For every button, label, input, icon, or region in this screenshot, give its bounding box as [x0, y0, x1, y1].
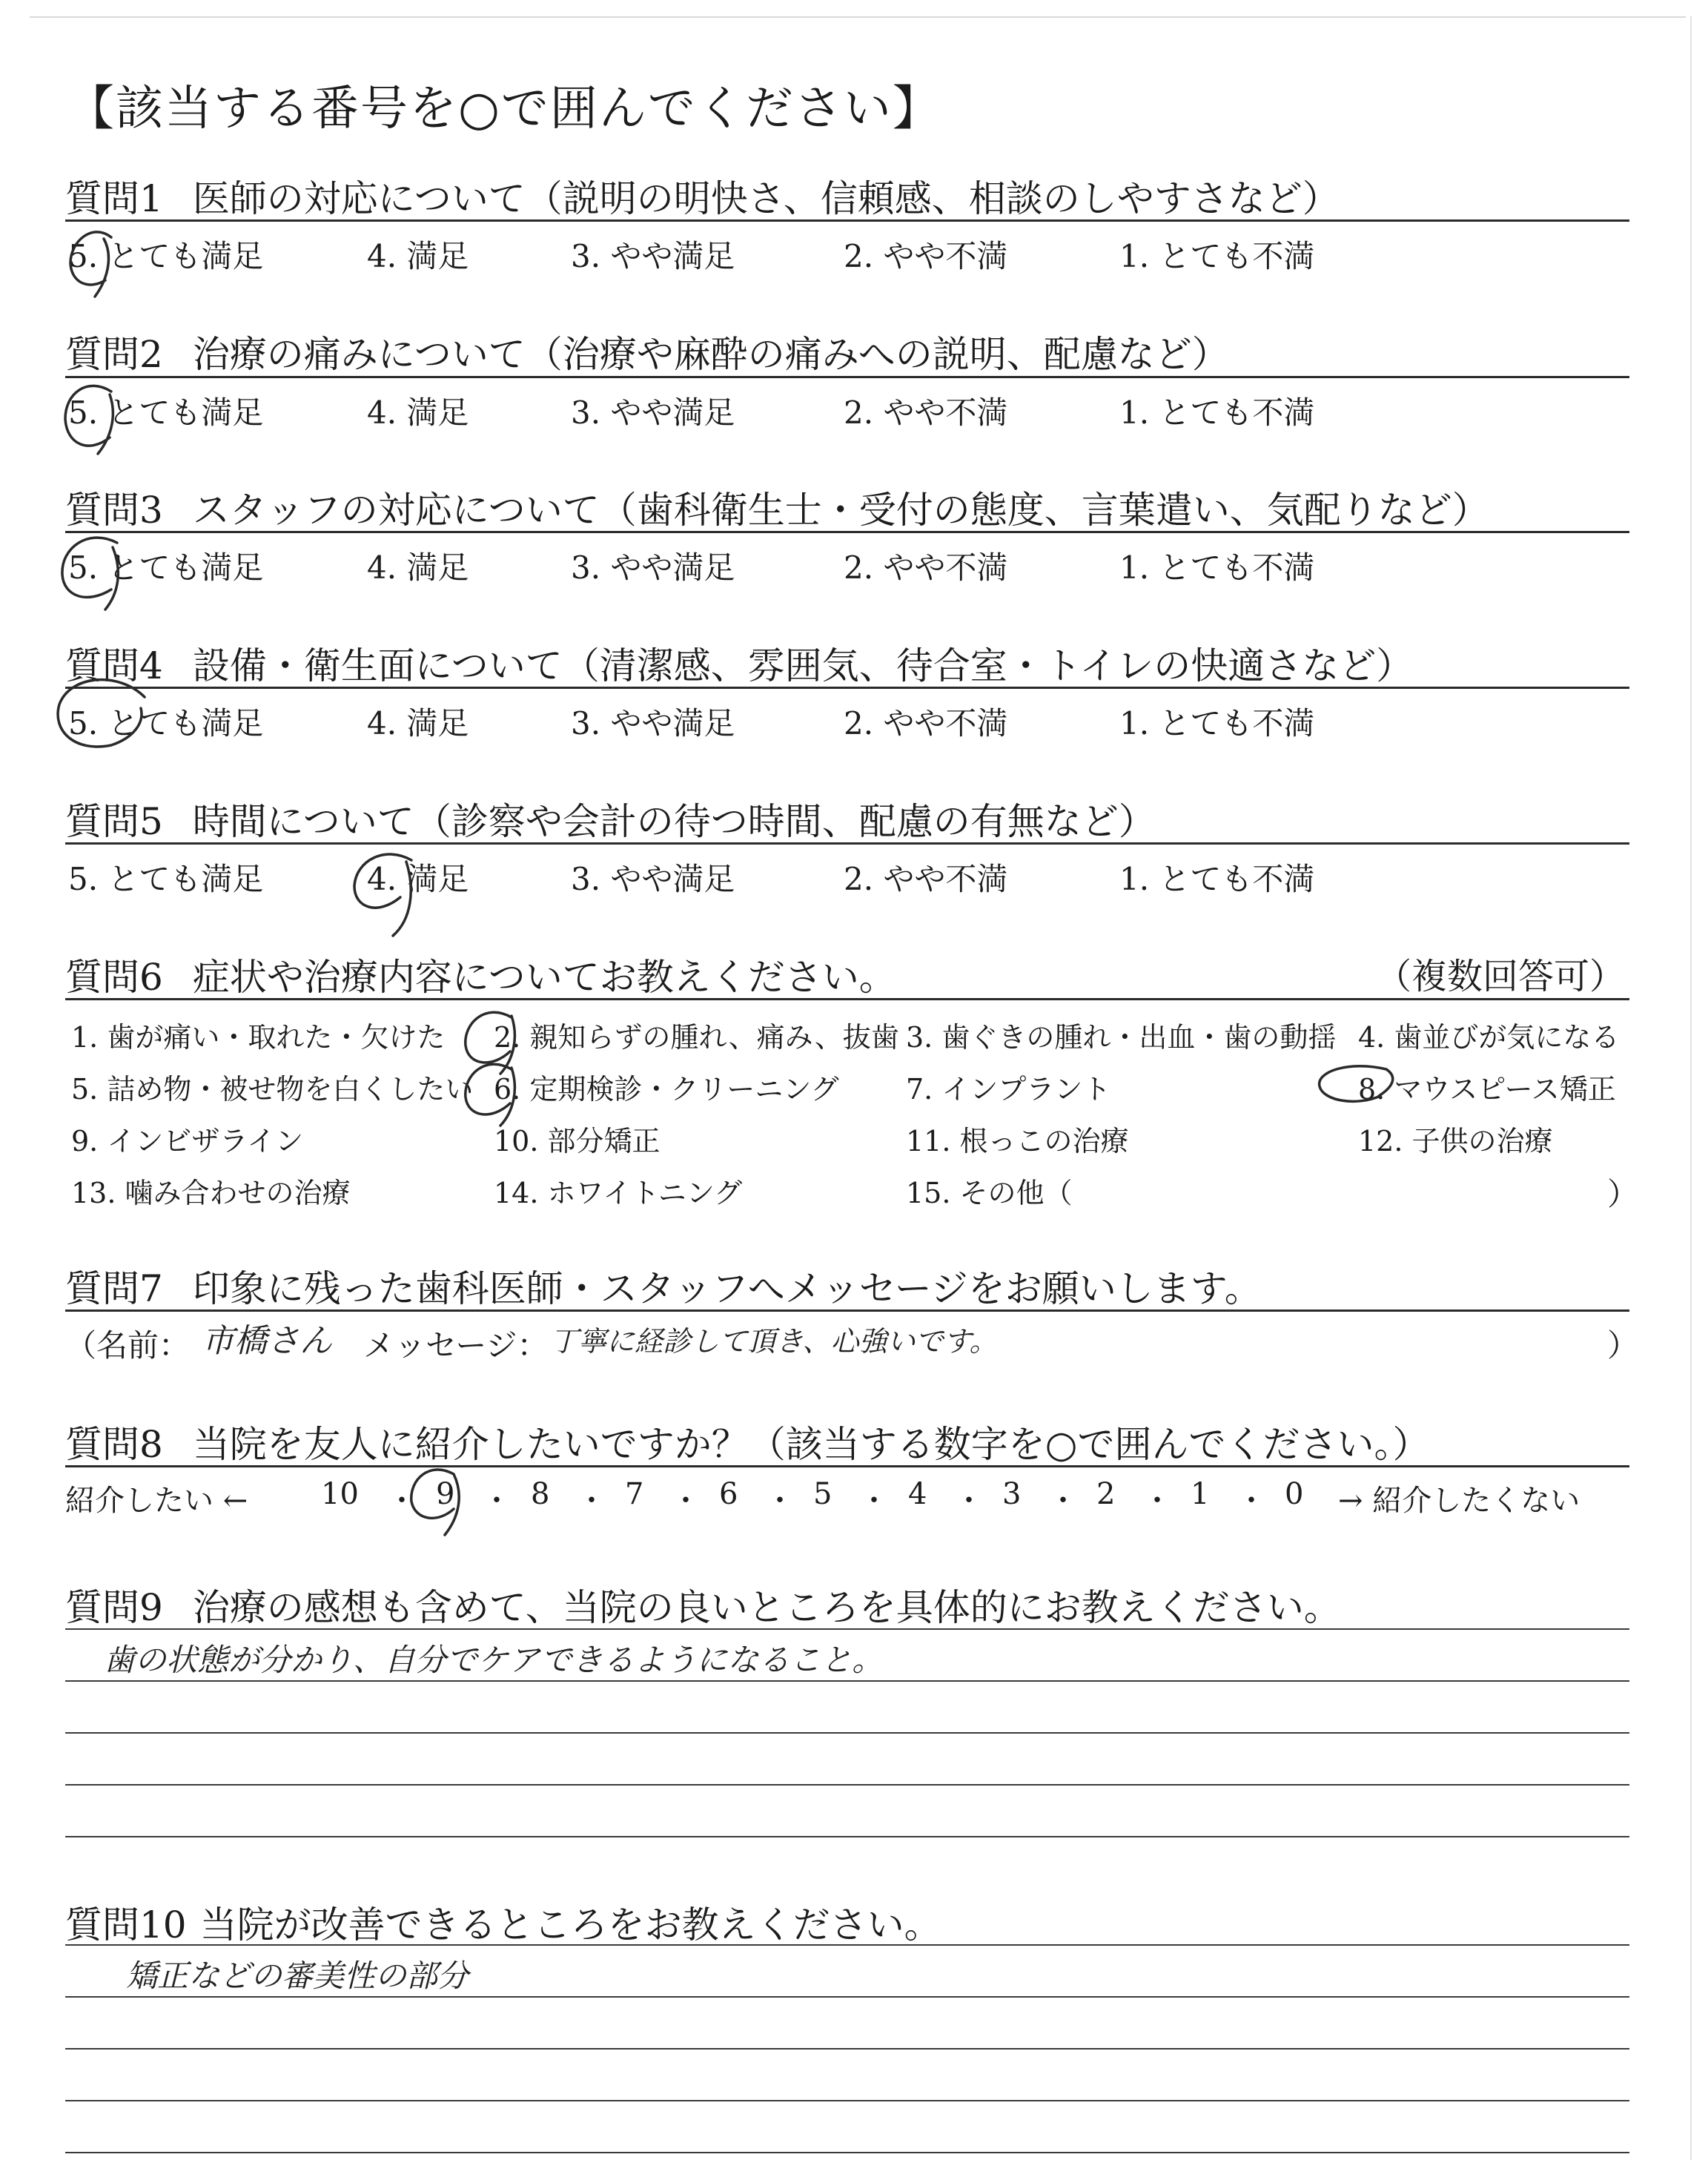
q7-name-value[interactable]: 市橋さん [202, 1322, 332, 1360]
q7-name-label: （名前： [65, 1327, 191, 1364]
q8-separator: ・ [1237, 1484, 1266, 1518]
q10-answer[interactable]: 矯正などの審美性の部分 [126, 1958, 469, 1994]
question-6 [65, 948, 896, 1001]
q5-option-4[interactable]: 4. 満足 [367, 861, 469, 897]
q5-option-1[interactable]: 1. とても不満 [1119, 861, 1315, 897]
q6-item-8[interactable]: 8. マウスピース矯正 [1358, 1073, 1616, 1106]
q6-item-14[interactable]: 14. ホワイトニング [494, 1177, 743, 1209]
q8-scale-9[interactable]: 9 [436, 1477, 455, 1511]
question-number: 質問2 [65, 333, 163, 376]
question-1 [65, 169, 1340, 222]
answer-line [65, 1628, 1629, 1630]
question-number: 質問6 [65, 956, 163, 999]
q7-close: ） [1607, 1327, 1639, 1364]
q7-message-label: メッセージ： [363, 1327, 549, 1364]
question-10 [65, 1895, 941, 1949]
question-rule [65, 376, 1629, 378]
q6-other-close: ） [1607, 1176, 1639, 1212]
question-number: 質問3 [65, 489, 163, 532]
q8-scale-3[interactable]: 3 [1002, 1477, 1022, 1511]
q6-item-1[interactable]: 1. 歯が痛い・取れた・欠けた [71, 1021, 446, 1054]
answer-line [65, 1732, 1629, 1734]
form-title: 【該当する番号を○で囲んでください】 [67, 82, 941, 136]
q8-scale-8[interactable]: 8 [531, 1477, 550, 1511]
q6-item-7[interactable]: 7. インプラント [906, 1073, 1111, 1106]
q6-item-2[interactable]: 2. 親知らずの腫れ、痛み、抜歯 [494, 1021, 899, 1054]
answer-line [65, 2048, 1629, 2050]
question-rule [65, 998, 1629, 1000]
q3-option-1[interactable]: 1. とても不満 [1119, 549, 1315, 586]
q6-item-15[interactable]: 15. その他（ [906, 1177, 1073, 1209]
question-number: 質問4 [65, 644, 163, 687]
question-number: 質問1 [65, 177, 163, 220]
answer-line [65, 1944, 1629, 1946]
q4-option-2[interactable]: 2. やや不満 [844, 705, 1008, 742]
q1-option-1[interactable]: 1. とても不満 [1119, 238, 1315, 274]
q8-scale-5[interactable]: 5 [813, 1477, 833, 1511]
q6-item-3[interactable]: 3. 歯ぐきの腫れ・出血・歯の動揺 [906, 1021, 1337, 1054]
q8-scale-10[interactable]: 10 [321, 1477, 359, 1511]
answer-line [65, 1680, 1629, 1682]
q4-option-1[interactable]: 1. とても不満 [1119, 705, 1315, 742]
answer-line [65, 1996, 1629, 1998]
q8-left-label: 紹介したい ← [65, 1484, 248, 1518]
q9-answer[interactable]: 歯の状態が分かり、自分でケアできるようになること。 [104, 1642, 884, 1678]
question-text: 治療の感想も含めて、当院の良いところを具体的にお教えください。 [192, 1586, 1341, 1629]
q8-scale-7[interactable]: 7 [625, 1477, 644, 1511]
q8-scale-1[interactable]: 1 [1191, 1477, 1210, 1511]
q8-separator: ・ [387, 1484, 417, 1518]
q3-option-3[interactable]: 3. やや満足 [571, 549, 735, 586]
question-rule [65, 687, 1629, 689]
q1-option-4[interactable]: 4. 満足 [367, 238, 469, 274]
q6-item-13[interactable]: 13. 噛み合わせの治療 [71, 1177, 351, 1209]
q6-item-10[interactable]: 10. 部分矯正 [494, 1125, 661, 1157]
answer-line [65, 1784, 1629, 1786]
q2-option-2[interactable]: 2. やや不満 [844, 394, 1008, 431]
question-7 [65, 1259, 1262, 1312]
q8-scale-4[interactable]: 4 [908, 1477, 927, 1511]
question-4 [65, 636, 1413, 690]
q1-option-2[interactable]: 2. やや不満 [844, 238, 1008, 274]
q8-separator: ・ [1048, 1484, 1078, 1518]
q6-item-6[interactable]: 6. 定期検診・クリーニング [494, 1073, 839, 1106]
q8-separator: ・ [954, 1484, 984, 1518]
question-text: 当院が改善できるところをお教えください。 [199, 1903, 941, 1946]
question-5 [65, 792, 1156, 845]
question-rule [65, 531, 1629, 533]
q4-option-3[interactable]: 3. やや満足 [571, 705, 735, 742]
q8-scale-6[interactable]: 6 [719, 1477, 738, 1511]
question-number: 質問8 [65, 1423, 163, 1466]
question-rule [65, 219, 1629, 222]
q2-option-1[interactable]: 1. とても不満 [1119, 394, 1315, 431]
page-edge-top [30, 16, 1686, 18]
question-number: 質問10 [65, 1903, 187, 1946]
question-9 [65, 1578, 1341, 1631]
q5-option-2[interactable]: 2. やや不満 [844, 861, 1008, 897]
question-number: 質問5 [65, 800, 163, 843]
q4-option-5[interactable]: 5. とても満足 [68, 705, 264, 742]
q8-right-label: → 紹介したくない [1338, 1484, 1580, 1518]
q1-option-3[interactable]: 3. やや満足 [571, 238, 735, 274]
q2-option-4[interactable]: 4. 満足 [367, 394, 469, 431]
question-rule [65, 1309, 1629, 1312]
q7-message-value[interactable]: 丁寧に経診して頂き、心強いです。 [550, 1325, 998, 1358]
q6-item-11[interactable]: 11. 根っこの治療 [906, 1125, 1129, 1157]
question-rule [65, 1465, 1629, 1467]
question-text: 医師の対応について（説明の明快さ、信頼感、相談のしやすさなど） [192, 177, 1340, 220]
question-3 [65, 480, 1489, 534]
page-edge-right [1690, 16, 1692, 2160]
q6-item-12[interactable]: 12. 子供の治療 [1358, 1125, 1553, 1157]
question-text: 症状や治療内容についてお教えください。 [192, 956, 896, 999]
q2-option-3[interactable]: 3. やや満足 [571, 394, 735, 431]
question-2 [65, 325, 1229, 378]
q4-option-4[interactable]: 4. 満足 [367, 705, 469, 742]
q5-option-5[interactable]: 5. とても満足 [68, 861, 264, 897]
q8-separator: ・ [765, 1484, 795, 1518]
q8-scale-2[interactable]: 2 [1096, 1477, 1116, 1511]
q3-option-2[interactable]: 2. やや不満 [844, 549, 1008, 586]
question-8 [65, 1415, 1429, 1468]
q8-separator: ・ [482, 1484, 512, 1518]
q6-item-9[interactable]: 9. インビザライン [71, 1125, 304, 1157]
question-text: 治療の痛みについて（治療や麻酔の痛みへの説明、配慮など） [192, 333, 1229, 376]
question-text: 設備・衛生面について（清潔感、雰囲気、待合室・トイレの快適さなど） [192, 644, 1414, 687]
answer-line [65, 1836, 1629, 1837]
q6-item-4[interactable]: 4. 歯並びが気になる [1358, 1021, 1620, 1054]
q8-separator: ・ [859, 1484, 889, 1518]
q1-option-5[interactable]: 5. とても満足 [68, 238, 264, 274]
q6-item-5[interactable]: 5. 詰め物・被せ物を白くしたい [71, 1073, 474, 1106]
question-rule [65, 842, 1629, 845]
question-number: 質問7 [65, 1267, 163, 1310]
answer-line [65, 2100, 1629, 2101]
question-number: 質問9 [65, 1586, 163, 1629]
q3-option-5[interactable]: 5. とても満足 [68, 549, 264, 586]
question-text: 時間について（診察や会計の待つ時間、配慮の有無など） [192, 800, 1156, 843]
q8-separator: ・ [671, 1484, 701, 1518]
question-text: 当院を友人に紹介したいですか？（該当する数字を○で囲んでください。） [192, 1423, 1430, 1466]
q5-option-3[interactable]: 3. やや満足 [571, 861, 735, 897]
q2-option-5[interactable]: 5. とても満足 [68, 394, 264, 431]
question-text: スタッフの対応について（歯科衛生士・受付の態度、言葉遣い、気配りなど） [192, 489, 1489, 532]
multiple-answer-note: （複数回答可） [1375, 956, 1625, 997]
q3-option-4[interactable]: 4. 満足 [367, 549, 469, 586]
question-text: 印象に残った歯科医師・スタッフへメッセージをお願いします。 [192, 1267, 1262, 1310]
answer-line [65, 2152, 1629, 2153]
q8-scale-0[interactable]: 0 [1285, 1477, 1304, 1511]
q8-separator: ・ [1142, 1484, 1172, 1518]
q8-separator: ・ [577, 1484, 606, 1518]
